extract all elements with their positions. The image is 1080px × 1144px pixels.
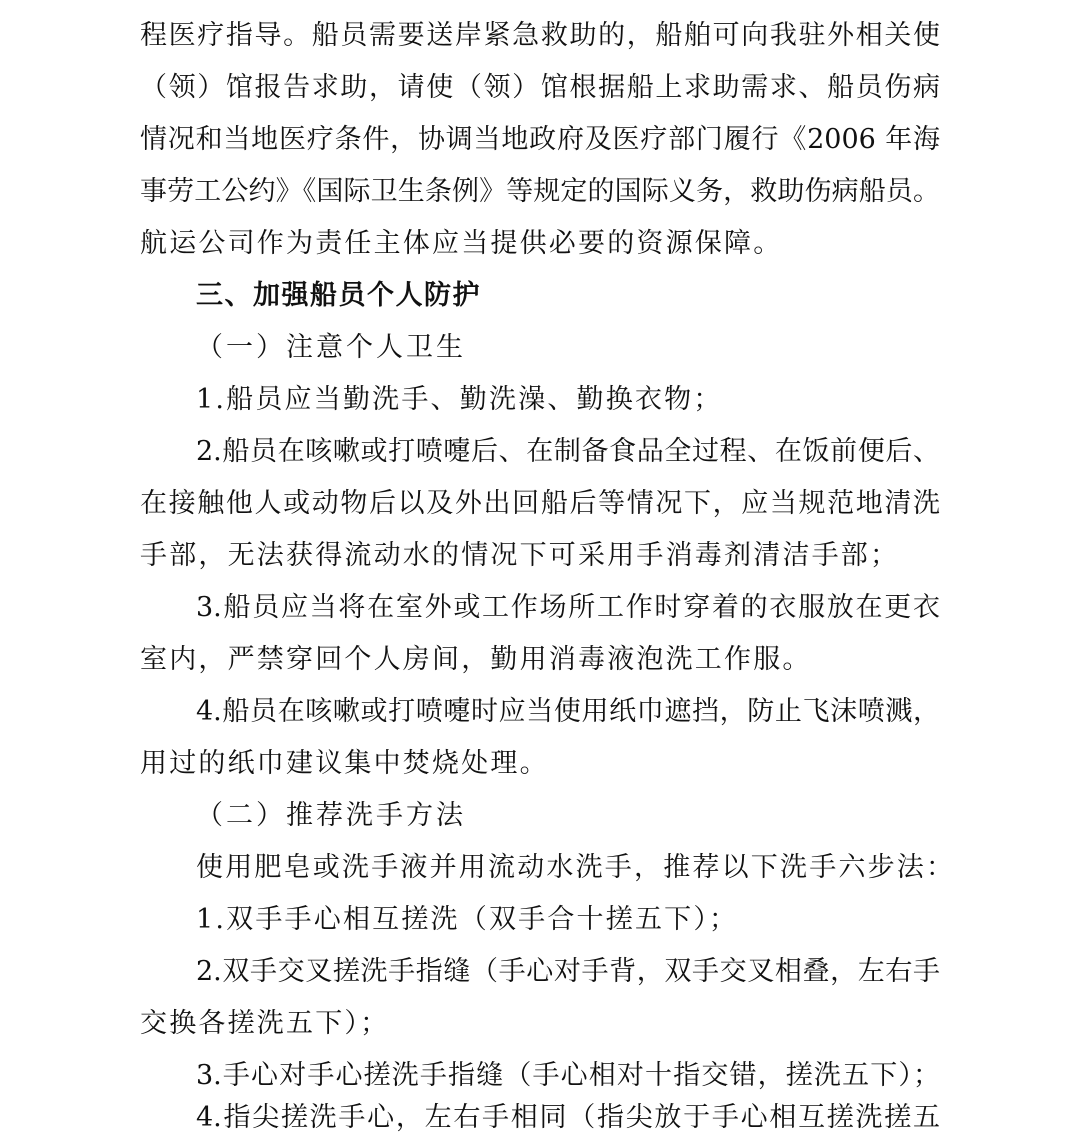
paragraph-line: 航运公司作为责任主体应当提供必要的资源保障。: [140, 228, 783, 259]
list-item: 4.船员在咳嗽或打喷嚏时应当使用纸巾遮挡，防止飞沫喷溅，: [196, 696, 940, 727]
paragraph-line: 手部，无法获得流动水的情况下可采用手消毒剂清洁手部；: [140, 540, 900, 571]
list-item: 3.手心对手心搓洗手指缝（手心相对十指交错，搓洗五下）；: [196, 1060, 940, 1091]
subsection-heading: （一）注意个人卫生: [196, 332, 466, 363]
list-item: 1.双手手心相互搓洗（双手合十搓五下）；: [196, 904, 739, 935]
list-item: 3.船员应当将在室外或工作场所工作时穿着的衣服放在更衣: [196, 592, 940, 623]
paragraph-line: 用过的纸巾建议集中焚烧处理。: [140, 748, 549, 779]
paragraph-line: 情况和当地医疗条件，协调当地政府及医疗部门履行《2006 年海: [140, 124, 940, 155]
list-item: 4.指尖搓洗手心，左右手相同（指尖放于手心相互搓洗搓五: [196, 1102, 940, 1133]
paragraph-line: 交换各搓洗五下）；: [140, 1008, 390, 1039]
paragraph-line: （领）馆报告求助，请使（领）馆根据船上求助需求、船员伤病: [140, 72, 940, 103]
paragraph-line: 使用肥皂或洗手液并用流动水洗手，推荐以下洗手六步法：: [196, 852, 956, 883]
paragraph-line: 室内，严禁穿回个人房间，勤用消毒液泡洗工作服。: [140, 644, 812, 675]
paragraph-line: 程医疗指导。船员需要送岸紧急救助的，船舶可向我驻外相关使: [140, 20, 940, 51]
paragraph-line: 在接触他人或动物后以及外出回船后等情况下，应当规范地清洗: [140, 488, 940, 519]
section-heading: 三、加强船员个人防护: [196, 280, 481, 311]
paragraph-line: 事劳工公约》《国际卫生条例》等规定的国际义务，救助伤病船员。: [140, 176, 940, 207]
list-item: 2.双手交叉搓洗手指缝（手心对手背，双手交叉相叠，左右手: [196, 956, 940, 987]
list-item: 1.船员应当勤洗手、勤洗澡、勤换衣物；: [196, 384, 723, 415]
subsection-heading: （二）推荐洗手方法: [196, 800, 466, 831]
list-item: 2.船员在咳嗽或打喷嚏后、在制备食品全过程、在饭前便后、: [196, 436, 940, 467]
